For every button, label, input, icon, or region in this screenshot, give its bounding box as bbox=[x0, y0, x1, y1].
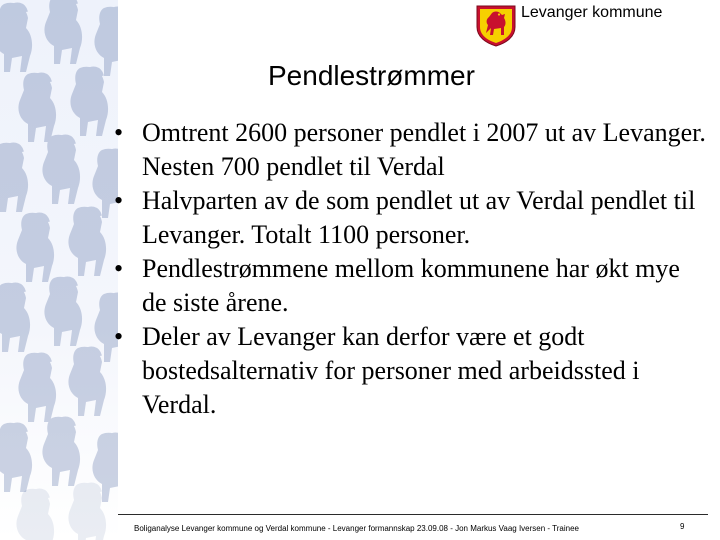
bullet-dot: • bbox=[114, 322, 124, 351]
bullet-item bbox=[112, 184, 710, 252]
bullet-text: Deler av Levanger kan derfor være et godt bostedsalternativ for personer med arbeidssted i Verdal. bbox=[142, 322, 640, 419]
bullet-text: Pendlestrømmene mellom kommunene har økt mye de siste årene. bbox=[142, 254, 680, 317]
page-number: 9 bbox=[680, 522, 685, 531]
bullet-item bbox=[112, 116, 710, 184]
decorative-horse-pattern bbox=[0, 0, 118, 540]
bullet-dot: • bbox=[114, 186, 124, 215]
municipal-crest-logo bbox=[474, 3, 518, 47]
footer-caption: Boliganalyse Levanger kommune og Verdal kommune - Levanger formannskap 23.09.08 - Jon Markus Vaag Iversen - Trainee bbox=[134, 524, 579, 533]
levanger-horse-crest-icon bbox=[474, 3, 518, 47]
bullet-text: Halvparten av de som pendlet ut av Verdal pendlet til Levanger. Totalt 1100 personer. bbox=[142, 186, 696, 249]
organization-name: Levanger kommune bbox=[521, 4, 663, 21]
bullet-list bbox=[112, 116, 710, 422]
page-title: Pendlestrømmer bbox=[268, 60, 475, 91]
footer-divider bbox=[118, 514, 708, 515]
bullet-item bbox=[112, 320, 710, 422]
bullet-text: Omtrent 2600 personer pendlet i 2007 ut av Levanger. Nesten 700 pendlet til Verdal bbox=[142, 118, 706, 181]
bullet-dot: • bbox=[114, 118, 124, 147]
horse-pattern-icon bbox=[0, 0, 118, 540]
bullet-dot: • bbox=[114, 254, 124, 283]
bullet-item bbox=[112, 252, 710, 320]
